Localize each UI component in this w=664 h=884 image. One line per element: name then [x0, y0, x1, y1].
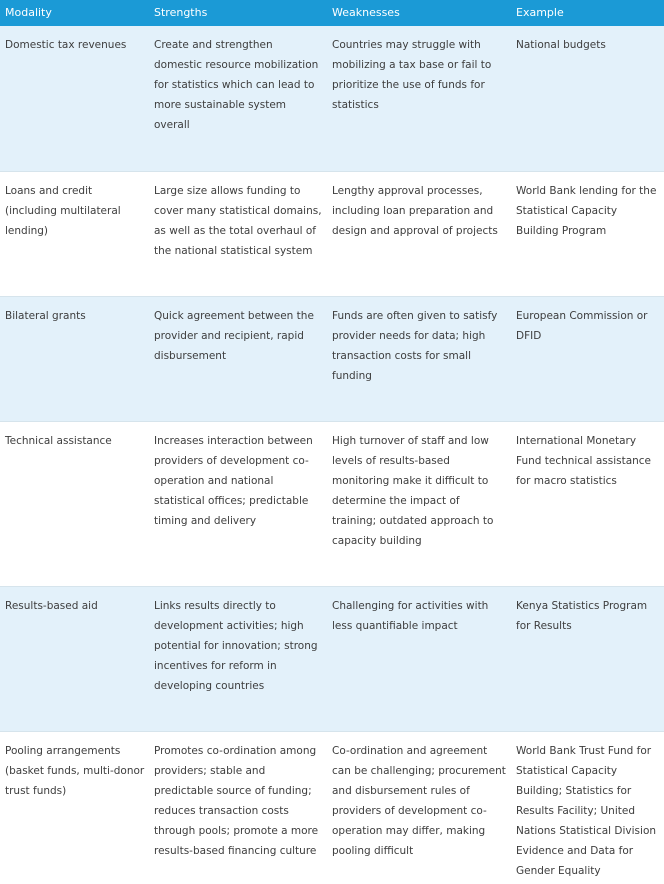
strengths-cell: Large size allows funding to cover many statistical domains, as well as the total overhaul of the national statistical system: [154, 185, 322, 257]
weaknesses-cell: Countries may struggle with mobilizing a tax base or fail to prioritize the use of funds for statistics: [332, 39, 492, 111]
header-modality: Modality: [5, 6, 52, 19]
strengths-cell: Create and strengthen domestic resource mobilization for statistics which can lead to more sustainable system overall: [154, 39, 319, 131]
strengths-cell: Increases interaction between providers of development co-operation and national statistical offices; predictable timing and delivery: [154, 435, 313, 527]
example-cell: National budgets: [516, 39, 606, 51]
header-strengths: Strengths: [154, 6, 208, 19]
weaknesses-cell: High turnover of staff and low levels of results-based monitoring make it difficult to determine the impact of training; outdated approach to capacity building: [332, 435, 494, 547]
strengths-cell: Links results directly to development activities; high potential for innovation; strong incentives for reform in developing countries: [154, 600, 318, 692]
example-cell: Kenya Statistics Program for Results: [516, 600, 648, 632]
modality-cell: Technical assistance: [5, 435, 112, 447]
table-row: [0, 26, 664, 172]
modality-cell: Loans and credit (including multilateral lending): [5, 185, 121, 237]
table-row: [0, 172, 664, 297]
modality-cell: Results-based aid: [5, 600, 98, 612]
weaknesses-cell: Challenging for activities with less quantifiable impact: [332, 600, 489, 632]
strengths-cell: Quick agreement between the provider and recipient, rapid disbursement: [154, 310, 314, 362]
modality-cell: Domestic tax revenues: [5, 39, 127, 51]
example-cell: International Monetary Fund technical assistance for macro statistics: [516, 435, 652, 487]
table-row: [0, 732, 664, 884]
example-cell: European Commission or DFID: [516, 310, 648, 342]
modality-cell: Bilateral grants: [5, 310, 86, 322]
table-row: [0, 297, 664, 422]
header-weaknesses: Weaknesses: [332, 6, 400, 19]
weaknesses-cell: Lengthy approval processes, including loan preparation and design and approval of projects: [332, 185, 498, 237]
table-row: [0, 587, 664, 732]
table-row: [0, 422, 664, 587]
weaknesses-cell: Co-ordination and agreement can be challenging; procurement and disbursement rules of providers of development co-operation may differ, making pooling difficult: [332, 745, 506, 857]
strengths-cell: Promotes co-ordination among providers; stable and predictable source of funding; reduces transaction costs through pools; promote a more results-based financing culture: [154, 745, 319, 857]
example-cell: World Bank Trust Fund for Statistical Capacity Building; Statistics for Results Facility; United Nations Statistical Division Evidence and Data for Gender Equality: [516, 745, 657, 877]
weaknesses-cell: Funds are often given to satisfy provider needs for data; high transaction costs for small funding: [332, 310, 498, 382]
modality-cell: Pooling arrangements (basket funds, multi-donor trust funds): [5, 745, 145, 797]
table-header: [0, 0, 664, 26]
example-cell: World Bank lending for the Statistical Capacity Building Program: [516, 185, 657, 237]
header-example: Example: [516, 6, 564, 19]
